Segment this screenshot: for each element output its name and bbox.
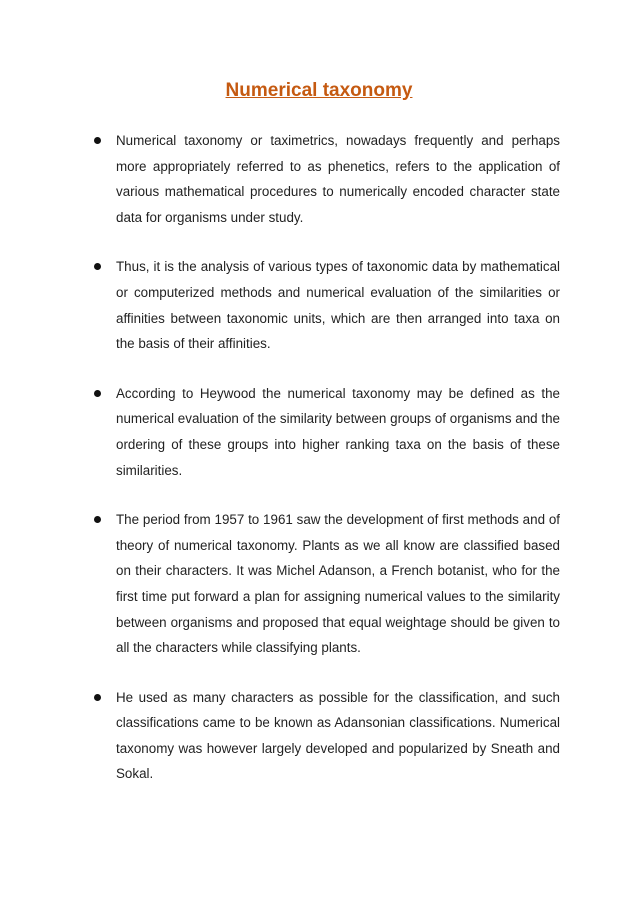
bullet-text: Numerical taxonomy or taximetrics, nowadays frequently and perhaps more appropriately referred to as phenetics, refers to the application of various mathematical procedures to numerically encoded character state data for organisms under study. [116,133,560,225]
list-item [0,254,638,356]
bullet-icon [94,694,101,701]
list-item [0,685,638,787]
bullet-text: Thus, it is the analysis of various types of taxonomic data by mathematical or computerized methods and numerical evaluation of the similarities or affinities between taxonomic units, which are then arranged into taxa on the basis of their affinities. [116,259,560,352]
page-title: Numerical taxonomy [225,80,413,101]
list-item [0,507,638,661]
list-item [0,128,638,230]
bullet-icon [94,137,101,144]
bullet-list [0,128,638,811]
bullet-icon [94,516,101,523]
bullet-text: The period from 1957 to 1961 saw the development of first methods and of theory of numerical taxonomy. Plants as we all know are classified based on their characters. It was Michel Adanson, a French botanist, who for the first time put forward a plan for assigning numerical values to the similarity between organisms and proposed that equal weightage should be given to all the characters while classifying plants. [116,512,560,656]
list-item [0,381,638,483]
bullet-icon [94,263,101,270]
bullet-text: According to Heywood the numerical taxonomy may be defined as the numerical evaluation of the similarity between groups of organisms and the ordering of these groups into higher ranking taxa on the basis of these similarities. [116,385,560,478]
bullet-text: He used as many characters as possible for the classification, and such classifications came to be known as Adansonian classifications. Numerical taxonomy was however largely developed and popularized by Sneath and Sokal. [116,689,560,782]
bullet-icon [94,390,101,397]
